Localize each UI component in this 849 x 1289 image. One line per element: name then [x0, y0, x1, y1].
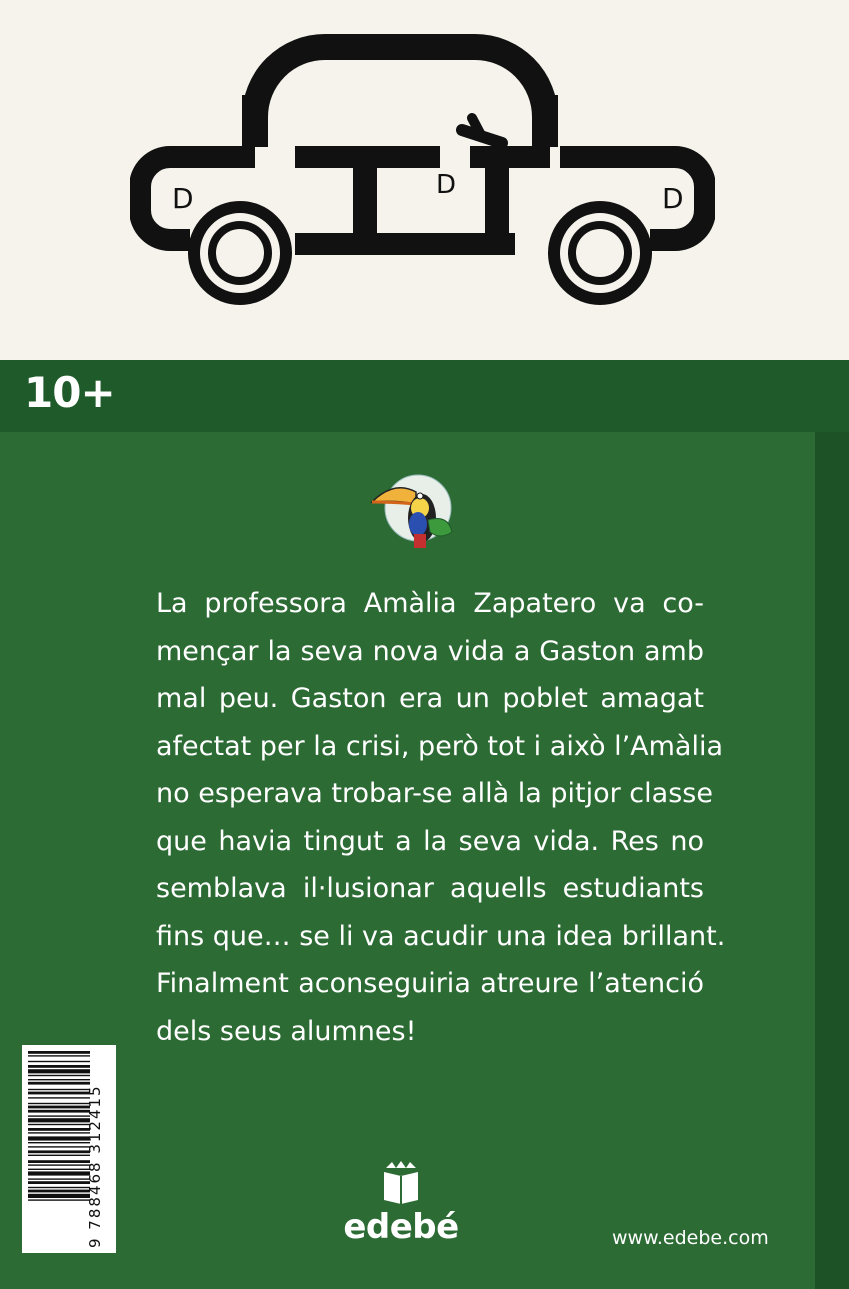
spine-edge [815, 432, 849, 1289]
isbn-number: 9 788468 312415 [86, 1084, 104, 1248]
blurb-line: mençar la seva nova vida a Gaston amb [156, 635, 704, 667]
barcode-bar [28, 1181, 90, 1184]
svg-text:D: D [436, 170, 457, 200]
book-logo-icon [380, 1160, 422, 1204]
barcode-bar [28, 1171, 90, 1175]
publisher-website: www.edebe.com [612, 1227, 769, 1249]
publisher-name: edebé [343, 1207, 459, 1247]
svg-text:D: D [662, 182, 684, 215]
age-rating: 10+ [24, 368, 115, 417]
barcode-bar [28, 1092, 90, 1095]
barcode-bar [28, 1187, 90, 1188]
barcode-bar [28, 1199, 90, 1200]
barcode-bar [28, 1118, 90, 1122]
blurb-line: Finalment aconseguiria atreure l’atenció [156, 968, 704, 999]
barcode-bar [28, 1132, 90, 1133]
svg-text:D: D [172, 182, 194, 215]
barcode-bar [28, 1124, 90, 1125]
barcode-bar [28, 1103, 90, 1104]
barcode-bar [28, 1128, 90, 1131]
blurb-line: fins que… se li va acudir una idea brillant. [156, 920, 726, 952]
barcode-bar [28, 1178, 90, 1179]
barcode-bar [28, 1115, 90, 1116]
blurb-line: mal peu. Gaston era un poblet amagat [156, 683, 704, 714]
blurb-line: afectat per la crisi, però tot i això l’Amàlia [156, 730, 724, 762]
blurb-line: La professora Amàlia Zapatero va co- [156, 588, 704, 619]
cover-top-area [0, 0, 849, 362]
blurb-line: no esperava trobar-se allà la pitjor classe [156, 778, 713, 809]
barcode-bar [28, 1069, 90, 1073]
barcode-bar [28, 1079, 90, 1080]
barcode-bar [28, 1150, 90, 1153]
barcode-bar [28, 1075, 90, 1076]
barcode-bar [28, 1142, 90, 1143]
barcode-bar [28, 1097, 90, 1098]
toucan-icon [366, 470, 458, 552]
barcode-bar [28, 1155, 90, 1156]
car-logo-icon [130, 25, 715, 310]
barcode-bar [28, 1164, 90, 1165]
blurb-line: semblava il·lusionar aquells estudiants [156, 873, 704, 904]
blurb-line: que havia tingut a la seva vida. Res no [156, 825, 704, 857]
barcode-bar [28, 1146, 90, 1147]
barcode-bar [28, 1110, 90, 1113]
barcode-bar [28, 1106, 90, 1109]
blurb-line: dels seus alumnes! [156, 1015, 417, 1047]
barcode-bar [28, 1089, 90, 1090]
back-cover-blurb [156, 580, 726, 1055]
barcode-bar [28, 1055, 90, 1056]
barcode-bar [28, 1160, 90, 1163]
barcode-bar [28, 1051, 90, 1054]
barcode-bar [28, 1061, 90, 1062]
barcode-bar [28, 1169, 90, 1170]
barcode-bar [28, 1194, 90, 1198]
barcode-bar [28, 1136, 90, 1140]
barcode-bar [28, 1190, 90, 1193]
barcode-bar [28, 1065, 90, 1068]
barcode-bar [28, 1082, 90, 1085]
